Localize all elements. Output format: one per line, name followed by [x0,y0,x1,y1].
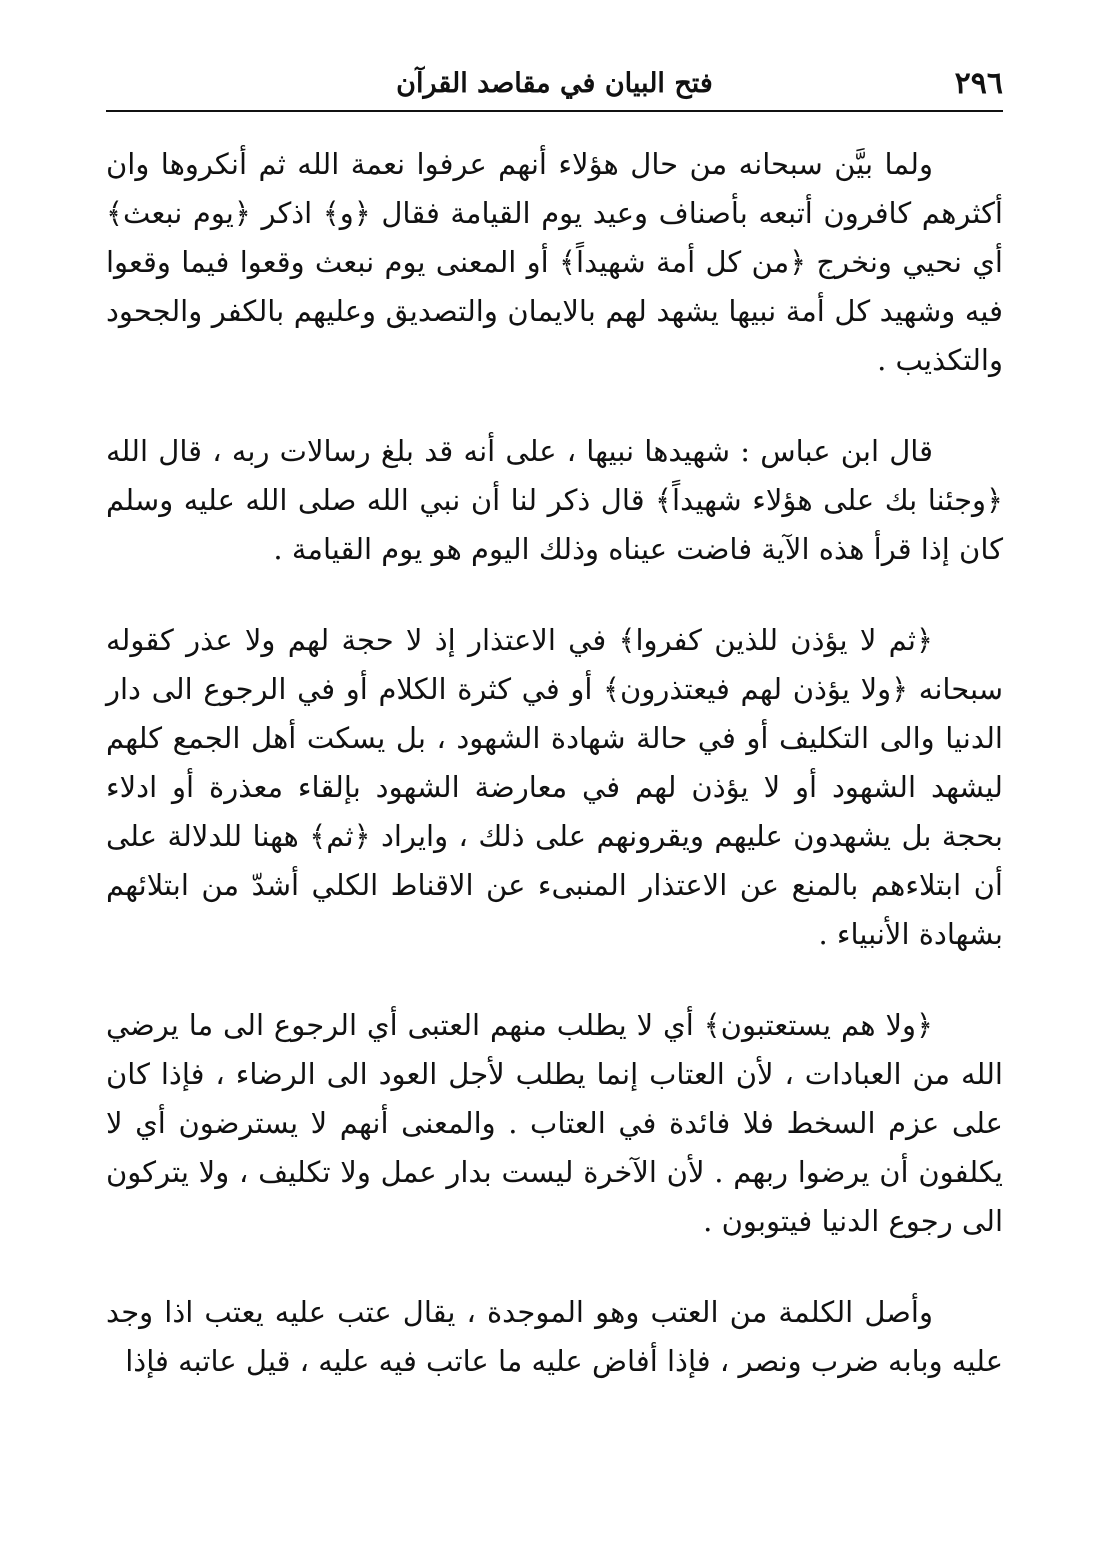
page-number: ٢٩٦ [954,66,1003,101]
paragraph: ﴿ولا هم يستعتبون﴾ أي لا يطلب منهم العتبى أي الرجوع الى ما يرضي الله من العبادات ، لأن العتاب إنما يطلب لأجل العود الى الرضاء ، فإذا كان على عزم السخط فلا فائدة في العتاب . والمعنى أنهم لا يسترضون أي لا يكلفون أن يرضوا ربهم . لأن الآخرة ليست بدار عمل ولا تكليف ، ولا يتركون الى رجوع الدنيا فيتوبون . [106,1008,1003,1238]
paragraph: ﴿ثم لا يؤذن للذين كفروا﴾ في الاعتذار إذ لا حجة لهم ولا عذر كقوله سبحانه ﴿ولا يؤذن لهم فيعتذرون﴾ أو في كثرة الكلام أو في الرجوع الى دار الدنيا والى التكليف أو في حالة شهادة الشهود ، بل يسكت أهل الجمع كلهم ليشهد الشهود أو لا يؤذن لهم في معارضة الشهود بإلقاء معذرة أو ادلاء بحجة بل يشهدون عليهم ويقرونهم على ذلك ، وايراد ﴿ثم﴾ ههنا للدلالة على أن ابتلاءهم بالمنع عن الاعتذار المنبىء عن الاقناط الكلي أشدّ من ابتلائهم بشهادة الأنبياء . [106,623,1003,951]
page-header [106,62,1003,108]
paragraph: قال ابن عباس : شهيدها نبيها ، على أنه قد بلغ رسالات ربه ، قال الله ﴿وجئنا بك على هؤلاء شهيداً﴾ قال ذكر لنا أن نبي الله صلى الله عليه وسلم كان إذا قرأ هذه الآية فاضت عيناه وذلك اليوم هو يوم القيامة . [106,434,1003,566]
paragraph: ولما بيَّن سبحانه من حال هؤلاء أنهم عرفوا نعمة الله ثم أنكروها وان أكثرهم كافرون أتبعه بأصناف وعيد يوم القيامة فقال ﴿و﴾ اذكر ﴿يوم نبعث﴾ أي نحيي ونخرج ﴿من كل أمة شهيداً﴾ أو المعنى يوم نبعث وقعوا فيما وقعوا فيه وشهيد كل أمة نبيها يشهد لهم بالايمان والتصديق وعليهم بالكفر والجحود والتكذيب . [106,147,1003,377]
header-divider [106,110,1003,112]
paragraph: وأصل الكلمة من العتب وهو الموجدة ، يقال عتب عليه يعتب اذا وجد عليه وبابه ضرب ونصر ، فإذا أفاض عليه ما عاتب فيه عليه ، قيل عاتبه فإذا [106,1295,1003,1378]
body-text [106,140,1003,1386]
running-title: فتح البيان في مقاصد القرآن [396,68,713,99]
